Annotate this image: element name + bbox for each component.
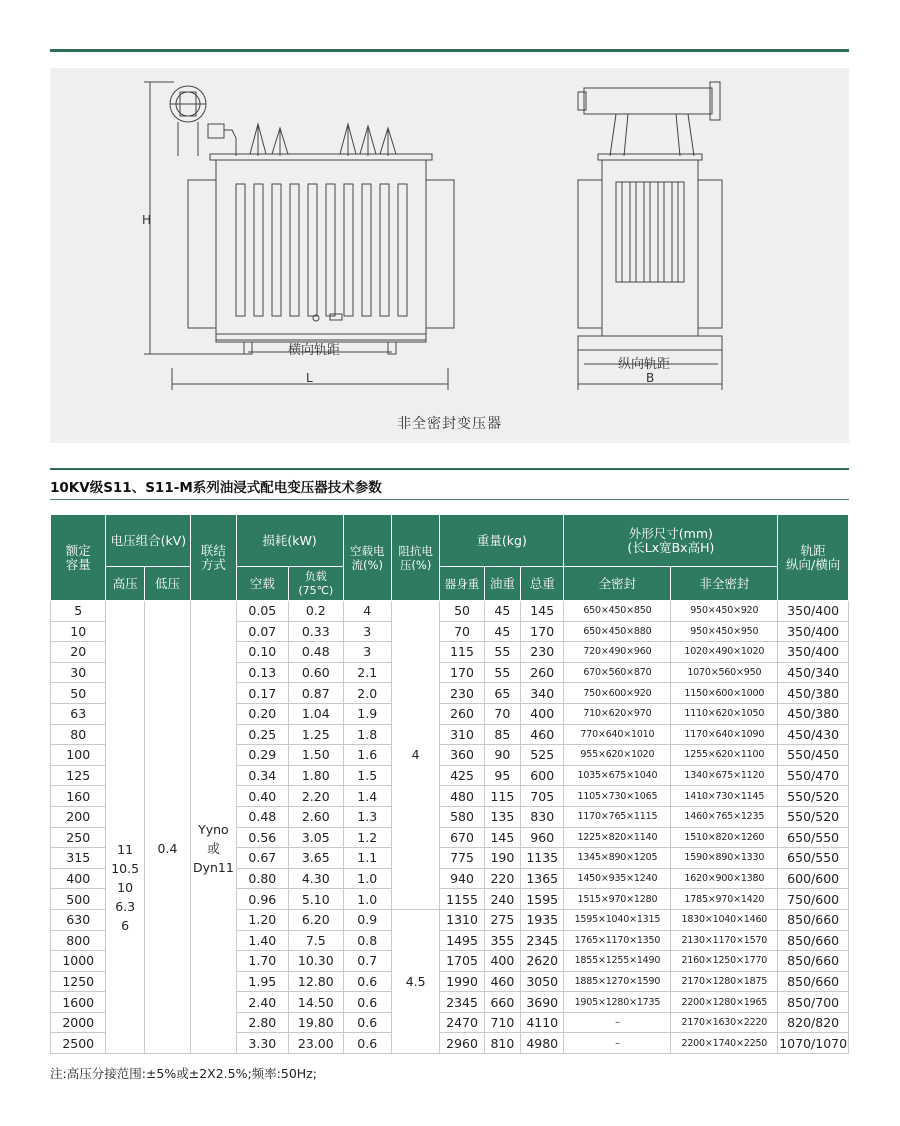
cell-hv-values: 11 10.5 10 6.3 6: [106, 601, 144, 1054]
cell-total-weight: 4980: [521, 1033, 564, 1054]
cell-load-loss: 14.50: [289, 992, 343, 1013]
cell-capacity: 200: [51, 806, 106, 827]
spec-table: [50, 514, 849, 1054]
cell-load-loss: 4.30: [289, 868, 343, 889]
cell-no-load-loss: 0.40: [236, 786, 288, 807]
cell-oil-weight: 145: [484, 827, 520, 848]
cell-gauge: 350/400: [778, 621, 849, 642]
cell-non-sealed-dims: 1830×1040×1460: [671, 909, 778, 930]
cell-capacity: 250: [51, 827, 106, 848]
cell-no-load-current: 1.6: [343, 745, 391, 766]
cell-total-weight: 145: [521, 601, 564, 622]
cell-load-loss: 0.2: [289, 601, 343, 622]
section-divider: [50, 468, 849, 470]
cell-body-weight: 2960: [440, 1033, 484, 1054]
cell-body-weight: 940: [440, 868, 484, 889]
cell-total-weight: 340: [521, 683, 564, 704]
cell-no-load-loss: 1.70: [236, 951, 288, 972]
cell-oil-weight: 240: [484, 889, 520, 910]
cell-no-load-loss: 1.95: [236, 971, 288, 992]
cell-gauge: 550/520: [778, 806, 849, 827]
table-row: [51, 601, 849, 622]
cell-sealed-dims: 1225×820×1140: [564, 827, 671, 848]
cell-sealed-dims: 1885×1270×1590: [564, 971, 671, 992]
cell-load-loss: 1.25: [289, 724, 343, 745]
header-dimensions: 外形尺寸(mm) (长Lx宽Bx高H): [564, 515, 778, 567]
cell-load-loss: 10.30: [289, 951, 343, 972]
cell-gauge: 350/400: [778, 601, 849, 622]
cell-gauge: 450/340: [778, 662, 849, 683]
cell-body-weight: 360: [440, 745, 484, 766]
cell-gauge: 850/700: [778, 992, 849, 1013]
cell-sealed-dims: 1170×765×1115: [564, 806, 671, 827]
cell-no-load-current: 0.7: [343, 951, 391, 972]
cell-body-weight: 775: [440, 848, 484, 869]
dimension-l-label: L: [306, 371, 313, 385]
cell-gauge: 550/450: [778, 745, 849, 766]
cell-gauge: 350/400: [778, 642, 849, 663]
cell-sealed-dims: 1765×1170×1350: [564, 930, 671, 951]
cell-capacity: 315: [51, 848, 106, 869]
cell-body-weight: 480: [440, 786, 484, 807]
cell-oil-weight: 95: [484, 765, 520, 786]
cell-gauge: 850/660: [778, 951, 849, 972]
header-body-weight: 器身重: [440, 567, 484, 601]
cell-load-loss: 3.65: [289, 848, 343, 869]
cell-total-weight: 3050: [521, 971, 564, 992]
cell-load-loss: 0.33: [289, 621, 343, 642]
cell-sealed-dims: 1345×890×1205: [564, 848, 671, 869]
cell-no-load-loss: 3.30: [236, 1033, 288, 1054]
cell-no-load-current: 1.0: [343, 889, 391, 910]
cell-sealed-dims: 1450×935×1240: [564, 868, 671, 889]
cell-lv-value: 0.4: [144, 601, 190, 1054]
cell-no-load-loss: 1.40: [236, 930, 288, 951]
cell-load-loss: 2.60: [289, 806, 343, 827]
spec-table-body: [51, 601, 849, 1054]
cell-non-sealed-dims: 1170×640×1090: [671, 724, 778, 745]
cell-body-weight: 2345: [440, 992, 484, 1013]
cell-gauge: 550/470: [778, 765, 849, 786]
cell-body-weight: 170: [440, 662, 484, 683]
cell-body-weight: 425: [440, 765, 484, 786]
cell-load-loss: 2.20: [289, 786, 343, 807]
cell-sealed-dims: 1905×1280×1735: [564, 992, 671, 1013]
cell-total-weight: 525: [521, 745, 564, 766]
cell-body-weight: 1310: [440, 909, 484, 930]
cell-no-load-current: 0.6: [343, 992, 391, 1013]
cell-total-weight: 600: [521, 765, 564, 786]
cell-load-loss: 23.00: [289, 1033, 343, 1054]
cell-no-load-current: 2.1: [343, 662, 391, 683]
transformer-outline-drawing: [50, 68, 849, 443]
cell-oil-weight: 275: [484, 909, 520, 930]
cell-no-load-loss: 0.07: [236, 621, 288, 642]
cell-capacity: 63: [51, 703, 106, 724]
cell-no-load-current: 0.6: [343, 1012, 391, 1033]
cell-sealed-dims: 750×600×920: [564, 683, 671, 704]
top-divider: [50, 49, 849, 52]
footnote: 注:高压分接范围:±5%或±2X2.5%;频率:50Hz;: [50, 1066, 317, 1081]
cell-capacity: 2000: [51, 1012, 106, 1033]
cell-gauge: 550/520: [778, 786, 849, 807]
cell-no-load-loss: 0.67: [236, 848, 288, 869]
cell-non-sealed-dims: 1590×890×1330: [671, 848, 778, 869]
cell-oil-weight: 660: [484, 992, 520, 1013]
cell-non-sealed-dims: 1510×820×1260: [671, 827, 778, 848]
header-load: 负载(75℃): [289, 567, 343, 601]
cell-non-sealed-dims: 2130×1170×1570: [671, 930, 778, 951]
cell-body-weight: 50: [440, 601, 484, 622]
cell-non-sealed-dims: 2170×1630×2220: [671, 1012, 778, 1033]
cell-load-loss: 5.10: [289, 889, 343, 910]
cell-no-load-current: 3: [343, 642, 391, 663]
cell-body-weight: 1495: [440, 930, 484, 951]
cell-total-weight: 230: [521, 642, 564, 663]
cell-no-load-current: 1.8: [343, 724, 391, 745]
cell-non-sealed-dims: 1785×970×1420: [671, 889, 778, 910]
cell-capacity: 80: [51, 724, 106, 745]
cell-no-load-current: 0.9: [343, 909, 391, 930]
cell-total-weight: 1365: [521, 868, 564, 889]
cell-body-weight: 670: [440, 827, 484, 848]
cell-capacity: 160: [51, 786, 106, 807]
cell-gauge: 1070/1070: [778, 1033, 849, 1054]
cell-gauge: 850/660: [778, 909, 849, 930]
cell-body-weight: 1705: [440, 951, 484, 972]
cell-oil-weight: 710: [484, 1012, 520, 1033]
cell-load-loss: 12.80: [289, 971, 343, 992]
cell-no-load-loss: 0.17: [236, 683, 288, 704]
cell-no-load-current: 1.9: [343, 703, 391, 724]
cell-sealed-dims: 720×490×960: [564, 642, 671, 663]
header-loss: 损耗(kW): [236, 515, 343, 567]
cell-total-weight: 705: [521, 786, 564, 807]
cell-sealed-dims: 650×450×880: [564, 621, 671, 642]
header-weight: 重量(kg): [440, 515, 564, 567]
cell-oil-weight: 45: [484, 601, 520, 622]
cell-non-sealed-dims: 950×450×950: [671, 621, 778, 642]
cell-no-load-loss: 0.13: [236, 662, 288, 683]
cell-gauge: 650/550: [778, 848, 849, 869]
cell-no-load-loss: 2.80: [236, 1012, 288, 1033]
cell-load-loss: 1.50: [289, 745, 343, 766]
cell-no-load-loss: 0.34: [236, 765, 288, 786]
cell-oil-weight: 55: [484, 662, 520, 683]
cell-sealed-dims: 770×640×1010: [564, 724, 671, 745]
cell-no-load-current: 0.8: [343, 930, 391, 951]
cell-no-load-current: 1.4: [343, 786, 391, 807]
cell-total-weight: 1135: [521, 848, 564, 869]
cell-gauge: 450/380: [778, 703, 849, 724]
cell-connection-value: Yyno 或 Dyn11: [191, 601, 236, 1054]
cell-capacity: 125: [51, 765, 106, 786]
cell-no-load-current: 1.3: [343, 806, 391, 827]
cell-capacity: 5: [51, 601, 106, 622]
cell-total-weight: 4110: [521, 1012, 564, 1033]
header-no-load-current: 空载电 流(%): [343, 515, 391, 601]
cell-oil-weight: 355: [484, 930, 520, 951]
header-oil-weight: 油重: [484, 567, 520, 601]
cell-oil-weight: 190: [484, 848, 520, 869]
cell-no-load-current: 4: [343, 601, 391, 622]
cell-sealed-dims: 1515×970×1280: [564, 889, 671, 910]
cell-no-load-loss: 0.96: [236, 889, 288, 910]
drawing-caption: 非全密封变压器: [397, 416, 502, 432]
cell-load-loss: 0.87: [289, 683, 343, 704]
cell-gauge: 600/600: [778, 868, 849, 889]
cell-sealed-dims: 1105×730×1065: [564, 786, 671, 807]
cell-sealed-dims: 650×450×850: [564, 601, 671, 622]
cell-oil-weight: 65: [484, 683, 520, 704]
cell-non-sealed-dims: 1020×490×1020: [671, 642, 778, 663]
cell-total-weight: 1595: [521, 889, 564, 910]
cell-impedance-high: 4.5: [391, 909, 439, 1053]
cell-body-weight: 310: [440, 724, 484, 745]
cell-capacity: 500: [51, 889, 106, 910]
header-non-sealed: 非全密封: [671, 567, 778, 601]
cell-no-load-loss: 0.05: [236, 601, 288, 622]
cell-gauge: 750/600: [778, 889, 849, 910]
cell-load-loss: 6.20: [289, 909, 343, 930]
cell-oil-weight: 220: [484, 868, 520, 889]
cell-oil-weight: 90: [484, 745, 520, 766]
cell-total-weight: 960: [521, 827, 564, 848]
cell-non-sealed-dims: 1410×730×1145: [671, 786, 778, 807]
header-connection: 联结 方式: [191, 515, 236, 601]
cell-non-sealed-dims: 1070×560×950: [671, 662, 778, 683]
cell-load-loss: 1.80: [289, 765, 343, 786]
cell-no-load-loss: 0.48: [236, 806, 288, 827]
cell-no-load-loss: 2.40: [236, 992, 288, 1013]
cell-non-sealed-dims: 1620×900×1380: [671, 868, 778, 889]
cell-sealed-dims: 1035×675×1040: [564, 765, 671, 786]
cell-gauge: 850/660: [778, 971, 849, 992]
cell-load-loss: 0.48: [289, 642, 343, 663]
cell-body-weight: 70: [440, 621, 484, 642]
cell-sealed-dims: 710×620×970: [564, 703, 671, 724]
cell-no-load-loss: 0.80: [236, 868, 288, 889]
cell-gauge: 850/660: [778, 930, 849, 951]
cell-gauge: 450/380: [778, 683, 849, 704]
cell-sealed-dims: –: [564, 1012, 671, 1033]
cell-capacity: 1250: [51, 971, 106, 992]
cell-total-weight: 170: [521, 621, 564, 642]
cell-no-load-loss: 1.20: [236, 909, 288, 930]
cell-capacity: 630: [51, 909, 106, 930]
cell-non-sealed-dims: 2200×1280×1965: [671, 992, 778, 1013]
cell-total-weight: 2620: [521, 951, 564, 972]
cell-capacity: 1000: [51, 951, 106, 972]
cell-total-weight: 830: [521, 806, 564, 827]
cell-capacity: 1600: [51, 992, 106, 1013]
header-sealed: 全密封: [564, 567, 671, 601]
cell-non-sealed-dims: 2200×1740×2250: [671, 1033, 778, 1054]
cell-body-weight: 230: [440, 683, 484, 704]
cell-sealed-dims: 955×620×1020: [564, 745, 671, 766]
cell-no-load-loss: 0.25: [236, 724, 288, 745]
cell-non-sealed-dims: 1460×765×1235: [671, 806, 778, 827]
header-lv: 低压: [144, 567, 190, 601]
dimension-b-label: B: [646, 371, 655, 385]
cell-total-weight: 1935: [521, 909, 564, 930]
cell-load-loss: 0.60: [289, 662, 343, 683]
header-impedance: 阻抗电 压(%): [391, 515, 439, 601]
cell-total-weight: 260: [521, 662, 564, 683]
cell-load-loss: 3.05: [289, 827, 343, 848]
cell-oil-weight: 70: [484, 703, 520, 724]
header-gauge: 轨距 纵向/横向: [778, 515, 849, 601]
header-hv: 高压: [106, 567, 144, 601]
cell-capacity: 50: [51, 683, 106, 704]
header-total-weight: 总重: [521, 567, 564, 601]
cell-no-load-current: 1.5: [343, 765, 391, 786]
cell-non-sealed-dims: 2160×1250×1770: [671, 951, 778, 972]
cell-gauge: 820/820: [778, 1012, 849, 1033]
cell-no-load-loss: 0.20: [236, 703, 288, 724]
cell-no-load-current: 1.1: [343, 848, 391, 869]
cell-capacity: 400: [51, 868, 106, 889]
cell-load-loss: 19.80: [289, 1012, 343, 1033]
dimension-h-label: H: [142, 213, 152, 227]
cell-sealed-dims: 1595×1040×1315: [564, 909, 671, 930]
cell-capacity: 2500: [51, 1033, 106, 1054]
cell-non-sealed-dims: 1110×620×1050: [671, 703, 778, 724]
cell-oil-weight: 55: [484, 642, 520, 663]
cell-total-weight: 460: [521, 724, 564, 745]
cell-oil-weight: 460: [484, 971, 520, 992]
cell-load-loss: 7.5: [289, 930, 343, 951]
cell-no-load-current: 0.6: [343, 1033, 391, 1054]
cell-no-load-loss: 0.56: [236, 827, 288, 848]
cell-capacity: 100: [51, 745, 106, 766]
cell-oil-weight: 85: [484, 724, 520, 745]
cell-body-weight: 2470: [440, 1012, 484, 1033]
cell-impedance-low: 4: [391, 601, 439, 910]
cell-no-load-current: 1.0: [343, 868, 391, 889]
cell-body-weight: 115: [440, 642, 484, 663]
cell-no-load-current: 1.2: [343, 827, 391, 848]
longitudinal-gauge-label: 纵向轨距: [618, 357, 671, 372]
cell-body-weight: 1155: [440, 889, 484, 910]
cell-capacity: 20: [51, 642, 106, 663]
cell-oil-weight: 135: [484, 806, 520, 827]
header-voltage-combo: 电压组合(kV): [106, 515, 191, 567]
cell-body-weight: 260: [440, 703, 484, 724]
cell-no-load-loss: 0.10: [236, 642, 288, 663]
cell-non-sealed-dims: 2170×1280×1875: [671, 971, 778, 992]
cell-oil-weight: 810: [484, 1033, 520, 1054]
cell-gauge: 650/550: [778, 827, 849, 848]
cell-sealed-dims: 1855×1255×1490: [564, 951, 671, 972]
section-underline: [50, 499, 849, 500]
cell-total-weight: 3690: [521, 992, 564, 1013]
transformer-drawing-panel: [50, 68, 849, 443]
cell-total-weight: 400: [521, 703, 564, 724]
cell-capacity: 800: [51, 930, 106, 951]
cell-non-sealed-dims: 1150×600×1000: [671, 683, 778, 704]
cell-oil-weight: 45: [484, 621, 520, 642]
cell-oil-weight: 400: [484, 951, 520, 972]
transverse-gauge-label: 横向轨距: [288, 343, 341, 358]
cell-no-load-current: 0.6: [343, 971, 391, 992]
cell-body-weight: 1990: [440, 971, 484, 992]
cell-non-sealed-dims: 1255×620×1100: [671, 745, 778, 766]
header-no-load: 空载: [236, 567, 288, 601]
cell-sealed-dims: –: [564, 1033, 671, 1054]
cell-oil-weight: 115: [484, 786, 520, 807]
cell-no-load-loss: 0.29: [236, 745, 288, 766]
cell-gauge: 450/430: [778, 724, 849, 745]
section-title: 10KV级S11、S11-M系列油浸式配电变压器技术参数: [50, 480, 382, 496]
cell-body-weight: 580: [440, 806, 484, 827]
cell-load-loss: 1.04: [289, 703, 343, 724]
header-rated-capacity: 额定 容量: [51, 515, 106, 601]
cell-non-sealed-dims: 950×450×920: [671, 601, 778, 622]
cell-capacity: 30: [51, 662, 106, 683]
cell-no-load-current: 3: [343, 621, 391, 642]
cell-capacity: 10: [51, 621, 106, 642]
cell-total-weight: 2345: [521, 930, 564, 951]
cell-no-load-current: 2.0: [343, 683, 391, 704]
cell-sealed-dims: 670×560×870: [564, 662, 671, 683]
cell-non-sealed-dims: 1340×675×1120: [671, 765, 778, 786]
